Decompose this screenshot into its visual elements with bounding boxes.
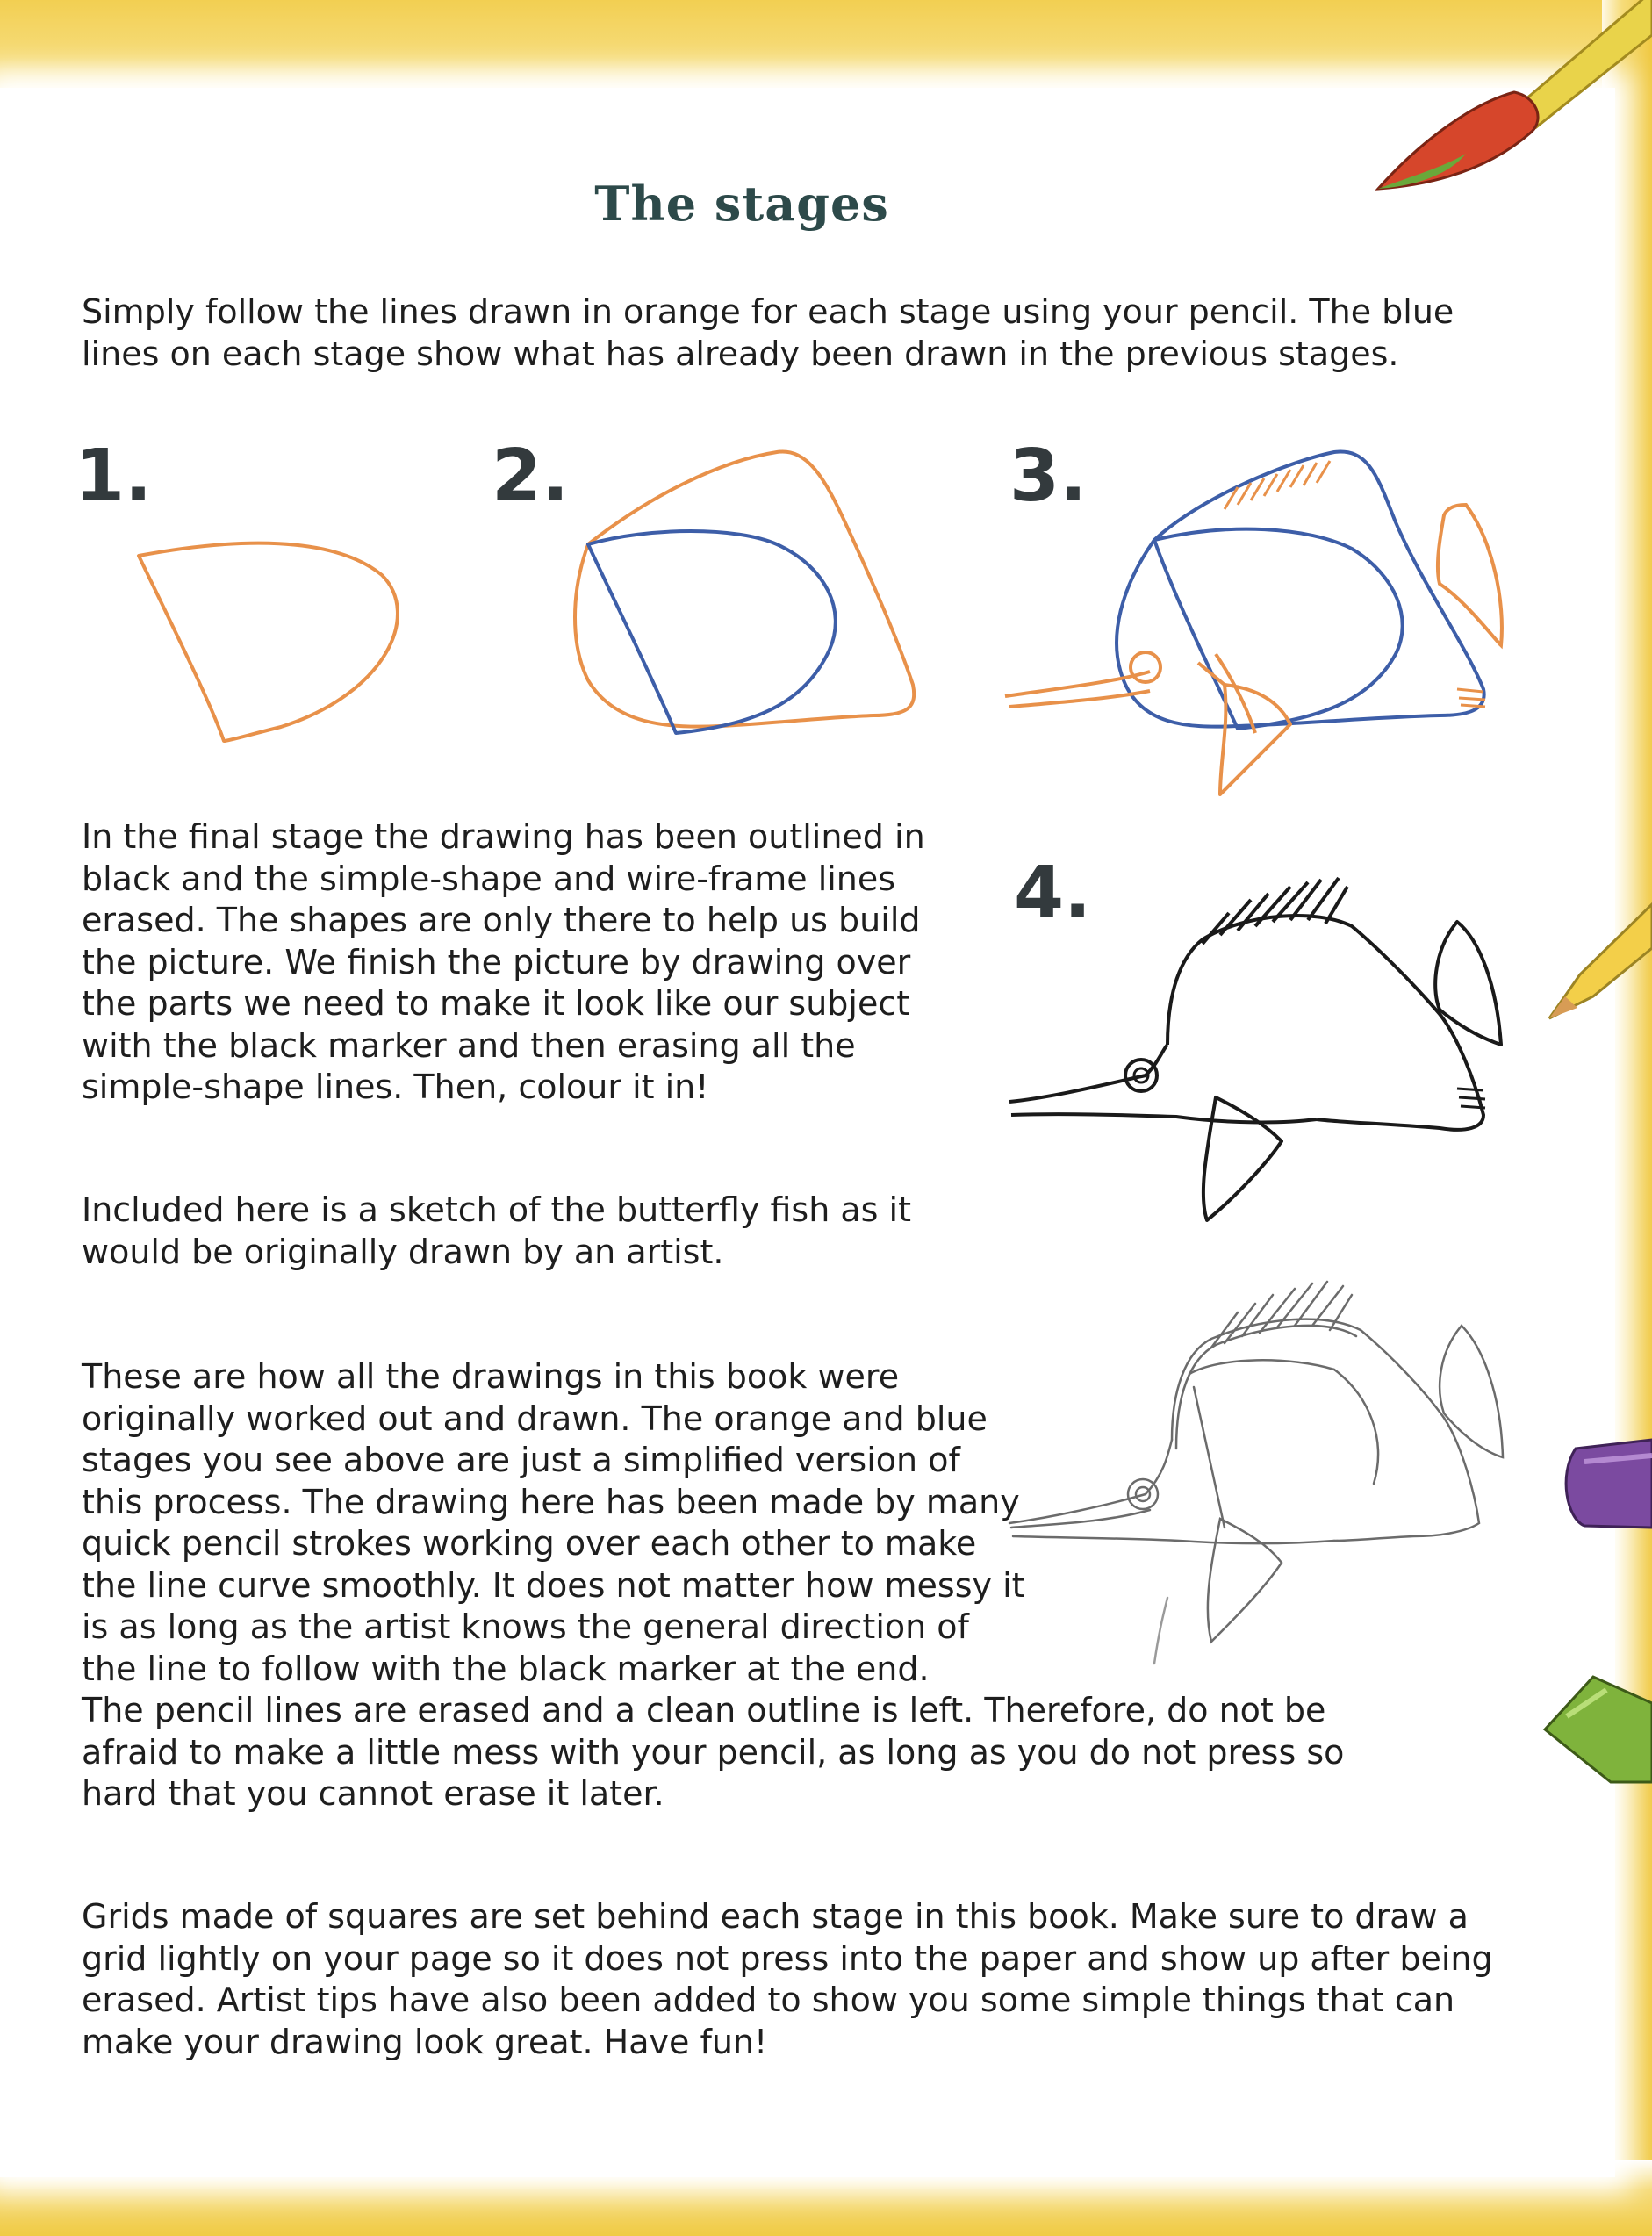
final-stage-paragraph: In the final stage the drawing has been outlined in black and the simple-shape and wire-frame lines erased. The shapes are only there to help us build the picture. We finish the picture by drawing over the parts we need to make it look like our subject with the black marker and then erasing all the simple-shape lines. Then, colour it in! <box>82 817 925 1106</box>
step-4-number: 4. <box>1014 852 1092 935</box>
step-2-number: 2. <box>492 435 570 518</box>
stage-2-drawing <box>562 443 930 742</box>
stage-3-drawing <box>1001 443 1519 803</box>
paintbrush-icon <box>1361 0 1652 202</box>
purple-crayon-icon <box>1558 1422 1652 1545</box>
stage-1-drawing <box>132 527 413 755</box>
green-crayon-icon <box>1541 1668 1652 1800</box>
grids-paragraph: Grids made of squares are set behind each stage in this book. Make sure to draw a grid lightly on your page so it does not press into the paper and show up after being erased. Artist tips have also been added to show you some simple things that can make your drawing look great. Have fun! <box>82 1897 1493 2061</box>
step-3-number: 3. <box>1009 435 1088 518</box>
pencil-icon <box>1541 878 1652 1036</box>
sketch-intro-paragraph: Included here is a sketch of the butterfly fish as it would be originally drawn by an artist. <box>82 1190 911 1271</box>
process-paragraph: These are how all the drawings in this book were originally worked out and drawn. The orange and blue stages you see above are just a simplified version of this process. The drawing here has been made by many quick pencil strokes working over each other to make the line curve smoothly. It does not matter how messy it is as long as the artist knows the general direction of the line to follow with the black marker at the end. <box>82 1357 1025 1688</box>
intro-paragraph: Simply follow the lines drawn in orange for each stage using your pencil. The blue lines on each stage show what has already been drawn in the previous stages. <box>82 292 1454 373</box>
erase-paragraph: The pencil lines are erased and a clean outline is left. Therefore, do not be afraid to make a little mess with your pencil, as long as you do not press so hard that you cannot erase it later. <box>82 1691 1345 1813</box>
page-title: The stages <box>594 176 889 232</box>
pencil-sketch-drawing <box>1001 1264 1519 1650</box>
step-1-number: 1. <box>75 435 153 518</box>
stage-4-drawing <box>1001 860 1519 1229</box>
